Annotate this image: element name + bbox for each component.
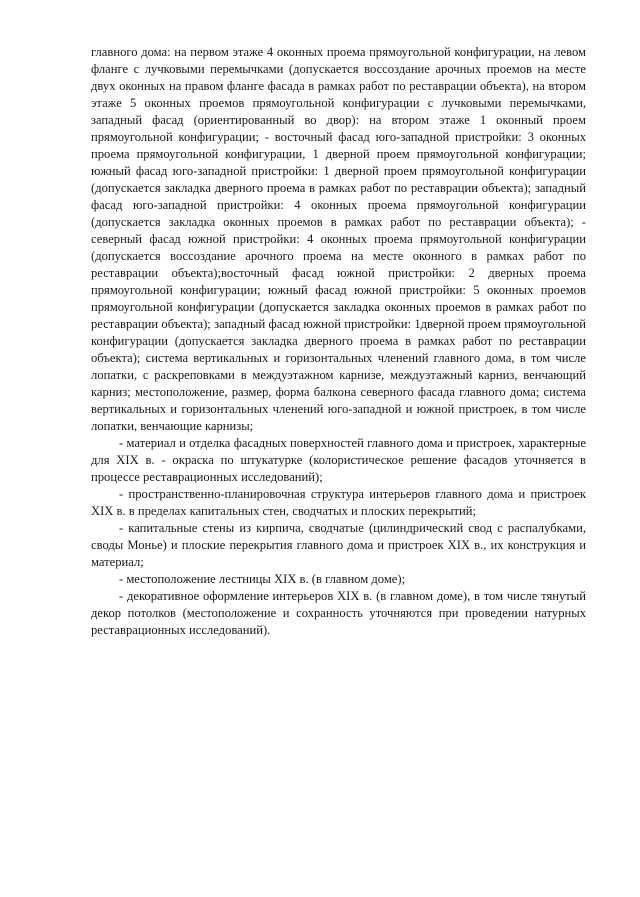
paragraph-facade-finish: - материал и отделка фасадных поверхностей главного дома и пристроек, характерные для XIX в. - окраска по штукатурке (колористическое решение фасадов уточняется в процессе реставрационных исследований); — [91, 436, 586, 484]
paragraph-interior-structure: - пространственно-планировочная структура интерьеров главного дома и пристроек XIX в. в пределах капитальных стен, сводчатых и плоских перекрытий; — [91, 487, 586, 518]
paragraph-capital-walls: - капитальные стены из кирпича, сводчатые (цилиндрический свод с распалубками, своды Монье) и плоские перекрытия главного дома и пристроек XIX в., их конструкция и материал; — [91, 521, 586, 569]
paragraph-staircase: - местоположение лестницы XIX в. (в главном доме); — [119, 572, 406, 586]
paragraph-facades: главного дома: на первом этаже 4 оконных проема прямоугольной конфигурации, на левом фланге с лучковыми перемычками (допускается воссоздание арочных проемов на месте двух оконных на правом фланге фасада в рамках работ по реставрации объекта), на втором этаже 5 оконных проемов прямоугольной конфигурации с лучковыми перемычками, западный фасад (ориентированный во двор): на втором этаже 1 оконный проем прямоугольной конфигурации; - восточный фасад юго-западной пристройки: 3 оконных проема прямоугольной конфигурации, 1 дверной проем прямоугольной конфигурации; южный фасад юго-западной пристройки: 1 дверной проем прямоугольной конфигурации (допускается закладка дверного проема в рамках работ по реставрации объекта); западный фасад юго-западной пристройки: 4 оконных проема прямоугольной конфигурации (допускается закладка оконных проемов в рамках работ по реставрации объекта); - северный фасад южной пристройки: 4 оконных проема прямоугольной конфигурации (допускается воссоздание арочного проема на месте оконного в рамках работ по реставрации объекта);восточный фасад южной пристройки: 2 дверных проема прямоугольной конфигурации; южный фасад южной пристройки: 5 оконных проемов прямоугольной конфигурации (допускается закладка оконных проемов в рамках работ по реставрации объекта); западный фасад южной пристройки: 1дверной проем прямоугольной конфигурации (допускается закладка дверного проема в рамках работ по реставрации объекта); система вертикальных и горизонтальных членений главного дома, в том числе лопатки, с раскреповками в междуэтажном карнизе, междуэтажный карниз, венчающий карниз; местоположение, размер, форма балкона северного фасада главного дома; система вертикальных и горизонтальных членений юго-западной и южной пристроек, в том числе лопатки, венчающие карнизы; — [91, 45, 586, 433]
document-body — [91, 44, 586, 639]
paragraph-interior-decor: - декоративное оформление интерьеров XIX в. (в главном доме), в том числе тянутый декор потолков (местоположение и сохранность уточняются при проведении натурных реставрационных исследований). — [91, 589, 586, 637]
